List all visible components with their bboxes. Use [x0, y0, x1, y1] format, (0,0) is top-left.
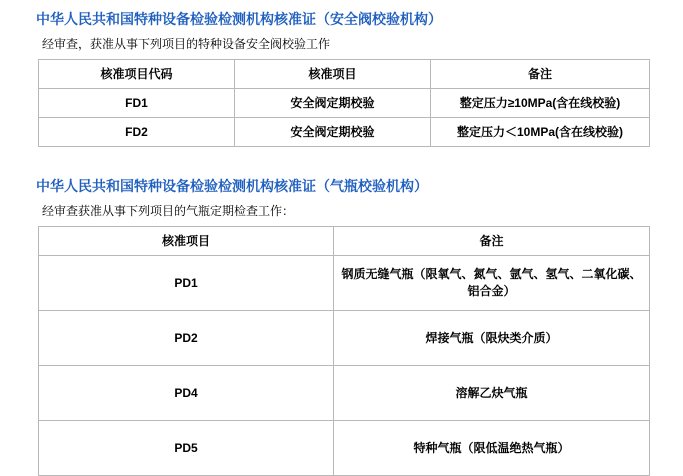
table-header-row	[39, 60, 650, 89]
cell-item: 安全阀定期校验	[235, 89, 431, 118]
table-row	[39, 118, 650, 147]
table-row	[39, 366, 650, 421]
section-subtitle-safety-valve: 经审查，获准从事下列项目的特种设备安全阀校验工作	[42, 37, 331, 51]
section-title-gas-cylinder: 中华人民共和国特种设备检验检测机构核准证（气瓶校验机构）	[36, 178, 428, 194]
table-row	[39, 256, 650, 311]
cell-remark: 溶解乙炔气瓶	[334, 366, 650, 421]
section-spacer	[36, 151, 655, 177]
section-title-safety-valve: 中华人民共和国特种设备检验检测机构核准证（安全阀校验机构）	[36, 11, 442, 27]
cell-remark: 特种气瓶（限低温绝热气瓶）	[334, 421, 650, 476]
cell-remark: 整定压力＜10MPa(含在线校验)	[431, 118, 650, 147]
section-gas-cylinder	[36, 177, 655, 476]
section-safety-valve	[36, 10, 655, 147]
section-subtitle-gas-cylinder: 经审查获准从事下列项目的气瓶定期检查工作：	[42, 204, 295, 218]
cell-item: PD2	[39, 311, 334, 366]
cell-code: FD1	[39, 89, 235, 118]
table-gas-cylinder	[38, 226, 650, 476]
column-header-remark: 备注	[334, 227, 650, 256]
table-row	[39, 311, 650, 366]
table-safety-valve	[38, 59, 650, 147]
table-header-row	[39, 227, 650, 256]
column-header-item: 核准项目	[39, 227, 334, 256]
table-row	[39, 89, 650, 118]
column-header-code: 核准项目代码	[39, 60, 235, 89]
column-header-item: 核准项目	[235, 60, 431, 89]
cell-item: PD5	[39, 421, 334, 476]
cell-item: 安全阀定期校验	[235, 118, 431, 147]
cell-remark: 整定压力≥10MPa(含在线校验)	[431, 89, 650, 118]
cell-item: PD4	[39, 366, 334, 421]
cell-item: PD1	[39, 256, 334, 311]
table-row	[39, 421, 650, 476]
cell-remark: 钢质无缝气瓶（限氧气、氮气、氩气、氢气、二氧化碳、铝合金）	[334, 256, 650, 311]
cell-remark: 焊接气瓶（限炔类介质）	[334, 311, 650, 366]
cell-code: FD2	[39, 118, 235, 147]
column-header-remark: 备注	[431, 60, 650, 89]
